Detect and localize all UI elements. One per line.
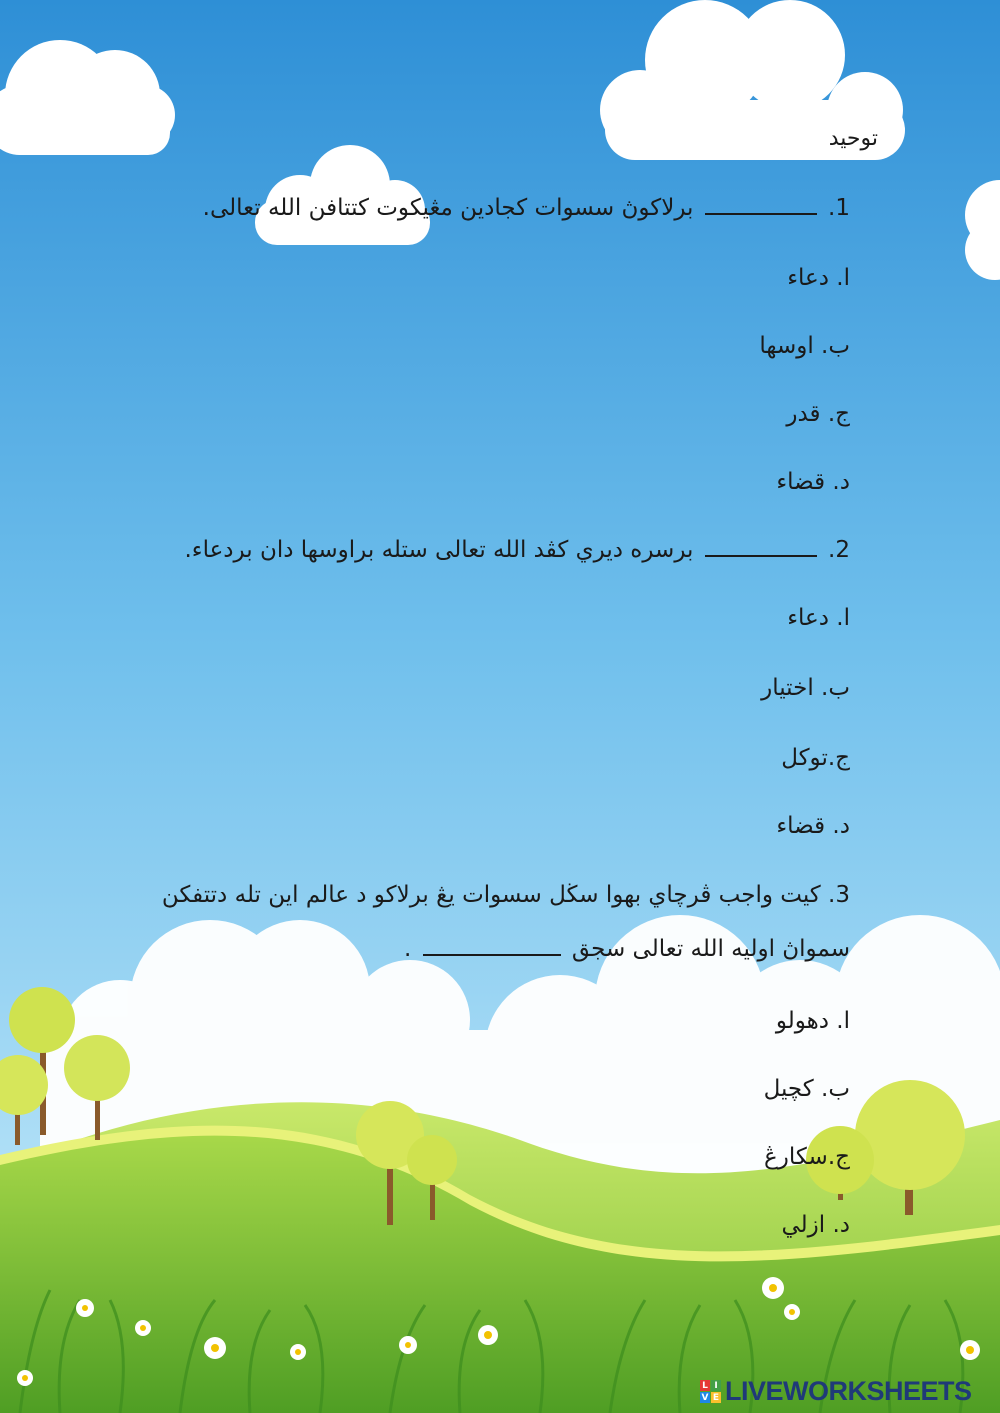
logo-badge-icon: L I V E	[701, 1380, 720, 1403]
question-number: 1.	[828, 195, 850, 221]
question-text: برلاکوڽ سسوات کجادين مڠيکوت کتتافن الله تعالى.	[202, 195, 694, 221]
answer-blank[interactable]	[705, 543, 817, 557]
q2-option-d[interactable]: د. قضاء	[776, 813, 850, 839]
question-number: 2.	[828, 537, 850, 563]
question-2	[184, 537, 850, 565]
q2-option-c[interactable]: ج.توکل	[781, 745, 850, 771]
q2-option-a[interactable]: ا. دعاء	[787, 605, 850, 631]
question-3-line-1	[162, 882, 850, 910]
q3-option-d[interactable]: د. ازلي	[781, 1212, 850, 1238]
q3-option-a[interactable]: ا. دهولو	[775, 1008, 850, 1034]
answer-blank[interactable]	[705, 201, 817, 215]
q3-option-b[interactable]: ب. کچيل	[763, 1076, 850, 1102]
question-end: .	[403, 936, 412, 962]
answer-blank[interactable]	[423, 942, 561, 956]
worksheet-title: توحيد	[828, 126, 878, 151]
question-text: سمواڽ اوليه الله تعالى سجق	[571, 936, 850, 962]
question-1	[203, 195, 850, 223]
liveworksheets-logo[interactable]	[700, 1376, 972, 1407]
question-number: 3.	[828, 882, 850, 908]
q1-option-d[interactable]: د. قضاء	[776, 469, 850, 495]
logo-text: LIVEWORKSHEETS	[725, 1376, 972, 1406]
q1-option-b[interactable]: ب. اوسها	[759, 333, 850, 359]
q1-option-c[interactable]: ج. قدر	[786, 401, 850, 427]
question-text: کيت واجب ڤرچاي بهوا سڬل سسوات يڠ برلاکو د عالم اين تله دتتفکن	[161, 882, 821, 908]
q1-option-a[interactable]: ا. دعاء	[787, 265, 850, 291]
question-3-line-2	[404, 936, 850, 964]
q3-option-c[interactable]: ج.سکارڠ	[764, 1144, 850, 1170]
q2-option-b[interactable]: ب. اختيار	[761, 675, 850, 701]
question-text: برسره ديري کڤد الله تعالى ستله براوسها دان بردعاء.	[184, 537, 694, 563]
